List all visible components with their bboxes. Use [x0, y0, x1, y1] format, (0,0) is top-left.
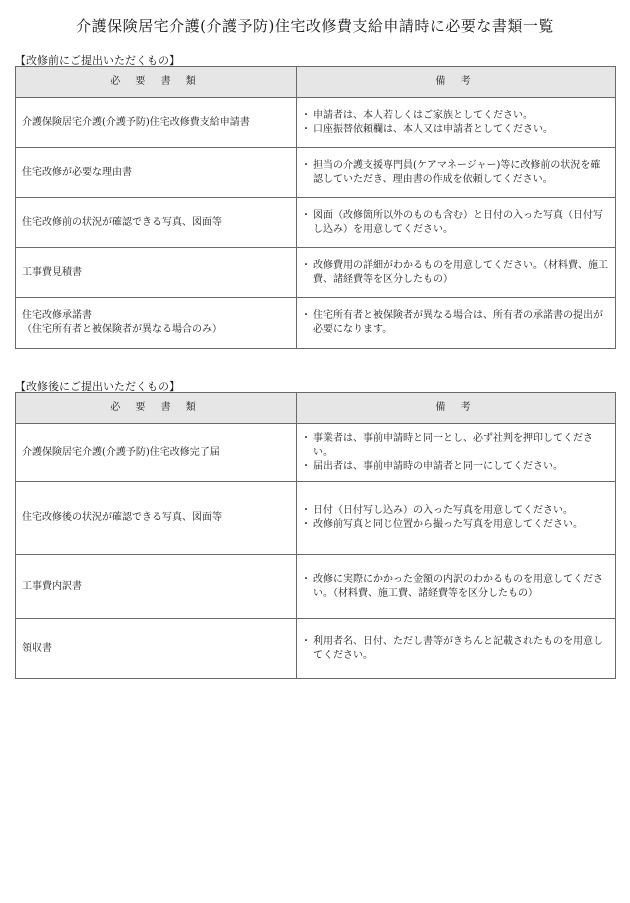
table-row [16, 482, 616, 555]
note-item: ・ 担当の介護支援専門員(ケアマネージャー)等に改修前の状況を確認していただき、理由書の作成を依頼してください。 [303, 159, 609, 187]
table-row [16, 248, 616, 298]
notes-cell [297, 298, 616, 349]
header-required-documents: 必 要 書 類 [16, 393, 297, 424]
table-header-row [16, 393, 616, 424]
document-name-cell: 工事費内訳書 [16, 555, 297, 619]
table-row [16, 424, 616, 482]
notes-cell [297, 555, 616, 619]
document-name-cell: 領収書 [16, 619, 297, 679]
header-required-documents: 必 要 書 類 [16, 67, 297, 98]
table-row [16, 198, 616, 248]
note-item: ・ 日付（日付写し込み）の入った写真を用意してください。 [303, 504, 609, 518]
note-item: ・ 改修に実際にかかった金額の内訳のわかるものを用意してください。（材料費、施工費、諸経費等を区分したもの） [303, 573, 609, 601]
notes-cell [297, 198, 616, 248]
table-before-renovation [15, 66, 616, 349]
section-heading-before: 【改修前にご提出いただくもの】 [15, 54, 180, 67]
table-after-renovation [15, 392, 616, 679]
note-item: ・ 申請者は、本人若しくはご家族としてください。 [303, 109, 609, 123]
document-name-cell: 工事費見積書 [16, 248, 297, 298]
notes-cell [297, 98, 616, 148]
document-name-cell: 住宅改修が必要な理由書 [16, 148, 297, 198]
header-notes: 備 考 [297, 393, 616, 424]
table-row [16, 98, 616, 148]
notes-cell [297, 248, 616, 298]
note-item: ・ 利用者名、日付、ただし書等がきちんと記載されたものを用意してください。 [303, 635, 609, 663]
note-item: ・ 事業者は、事前申請時と同一とし、必ず社判を押印してください。 [303, 432, 609, 460]
document-name-cell: 住宅改修後の状況が確認できる写真、図面等 [16, 482, 297, 555]
page-title: 介護保険居宅介護(介護予防)住宅改修費支給申請時に必要な書類一覧 [76, 17, 554, 35]
notes-cell [297, 619, 616, 679]
note-item: ・ 口座振替依頼欄は、本人又は申請者としてください。 [303, 123, 609, 137]
note-item: ・ 改修前写真と同じ位置から撮った写真を用意してください。 [303, 518, 609, 532]
header-notes: 備 考 [297, 67, 616, 98]
table-row [16, 298, 616, 349]
document-name-cell: 介護保険居宅介護(介護予防)住宅改修費支給申請書 [16, 98, 297, 148]
note-item: ・ 住宅所有者と被保険者が異なる場合は、所有者の承諾書の提出が必要になります。 [303, 309, 609, 337]
notes-cell [297, 482, 616, 555]
table-row [16, 555, 616, 619]
section-heading-after: 【改修後にご提出いただくもの】 [15, 380, 180, 393]
table-header-row [16, 67, 616, 98]
notes-cell [297, 424, 616, 482]
document-name-cell: 住宅改修前の状況が確認できる写真、図面等 [16, 198, 297, 248]
note-item: ・ 改修費用の詳細がわかるものを用意してください。（材料費、施工費、諸経費等を区分したもの） [303, 259, 609, 287]
document-name-cell: 介護保険居宅介護(介護予防)住宅改修完了届 [16, 424, 297, 482]
note-item: ・ 届出者は、事前申請時の申請者と同一にしてください。 [303, 460, 609, 474]
table-row [16, 148, 616, 198]
note-item: ・ 図面（改修箇所以外のものも含む）と日付の入った写真（日付写し込み）を用意してください。 [303, 209, 609, 237]
notes-cell [297, 148, 616, 198]
table-row [16, 619, 616, 679]
document-name-cell: 住宅改修承諾書 （住宅所有者と被保険者が異なる場合のみ） [16, 298, 297, 349]
